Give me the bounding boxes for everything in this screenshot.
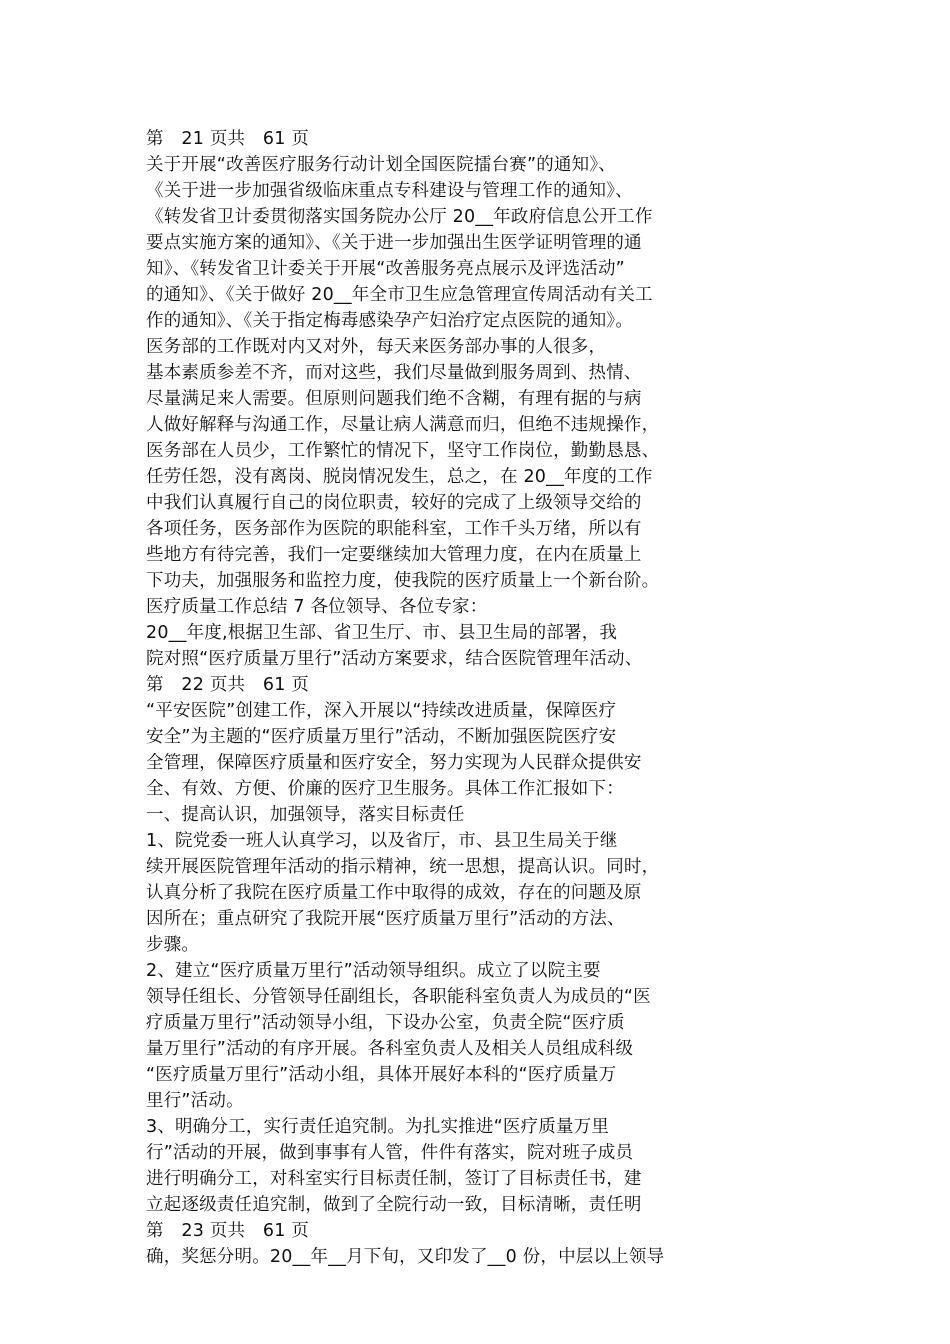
text-line: 1、院党委一班人认真学习，以及省厅，市、县卫生局关于继 [146,831,618,851]
section-heading: 一、提高认识，加强领导，落实目标责任 [146,805,465,825]
text-line: 要点实施方案的通知》、《关于进一步加强出生医学证明管理的通 [146,233,642,253]
text-line: 中我们认真履行自己的岗位职责，较好的完成了上级领导交给的 [146,493,642,513]
text-line: 20__年度,根据卫生部、省卫生厅、市、县卫生局的部署，我 [146,623,618,643]
page-number: 第 23 页共 61 页 [146,1221,310,1241]
text-line: 全管理，保障医疗质量和医疗安全，努力实现为人民群众提供安 [146,753,642,773]
text-line: 作的通知》、《关于指定梅毒感染孕产妇治疗定点医院的通知》。 [146,311,634,331]
section-heading: 医疗质量工作总结 7 各位领导、各位专家： [146,597,488,617]
text-line: 3、明确分工，实行责任追究制。为扎实推进“医疗质量万里 [146,1117,610,1137]
text-line: 的通知》、《关于做好 20__年全市卫生应急管理宣传周活动有关工 [146,285,653,305]
text-line: 医务部的工作既对内又对外，每天来医务部办事的人很多， [146,337,607,357]
text-line: 任劳任怨，没有离岗、脱岗情况发生，总之，在 20__年度的工作 [146,467,653,487]
text-line: 进行明确分工，对科室实行目标责任制，签订了目标责任书，建 [146,1169,642,1189]
text-line: 确，奖惩分明。20__年__月下旬，又印发了__0 份，中层以上领导 [146,1247,665,1267]
text-line: 《关于进一步加强省级临床重点专科建设与管理工作的通知》、 [146,181,633,201]
text-line: 全、有效、方便、价廉的医疗卫生服务。具体工作汇报如下： [146,779,624,799]
text-line: 步骤。 [146,935,200,955]
page-number: 第 21 页共 61 页 [146,129,310,149]
text-line: 行”活动的开展，做到事事有人管，件件有落实，院对班子成员 [146,1143,634,1163]
text-line: 领导任组长、分管领导任副组长，各职能科室负责人为成员的“医 [146,987,651,1007]
text-line: 基本素质参差不齐，而对这些，我们尽量做到服务周到、热情、 [146,363,642,383]
text-line: 量万里行”活动的有序开展。各科室负责人及相关人员组成科级 [146,1039,634,1059]
text-line: 关于开展“改善医疗服务行动计划全国医院擂台赛”的通知》、 [146,155,616,175]
text-line: 立起逐级责任追究制，做到了全院行动一致，目标清晰，责任明 [146,1195,642,1215]
text-line: 各项任务，医务部作为医院的职能科室，工作千头万绪，所以有 [146,519,642,539]
text-line: 医务部在人员少，工作繁忙的情况下，坚守工作岗位，勤勤恳恳、 [146,441,660,461]
text-line: 《转发省卫计委贯彻落实国务院办公厅 20__年政府信息公开工作 [146,207,653,227]
text-line: 续开展医院管理年活动的指示精神，统一思想，提高认识。同时， [146,857,660,877]
text-line: 人做好解释与沟通工作，尽量让病人满意而归，但绝不违规操作， [146,415,660,435]
text-line: 因所在；重点研究了我院开展“医疗质量万里行”活动的方法、 [146,909,625,929]
text-line: 知》、《转发省卫计委关于开展“改善服务亮点展示及评选活动” [146,259,625,279]
text-line: 下功夫，加强服务和监控力度，使我院的医疗质量上一个新台阶。 [146,571,660,591]
text-line: 2、建立“医疗质量万里行”活动领导组织。成立了以院主要 [146,961,601,981]
text-line: 里行”活动。 [146,1091,244,1111]
text-line: 尽量满足来人需要。但原则问题我们绝不含糊，有理有据的与病 [146,389,642,409]
text-line: “医疗质量万里行”活动小组，具体开展好本科的“医疗质量万 [146,1065,617,1085]
text-line: 疗质量万里行”活动领导小组，下设办公室，负责全院“医疗质 [146,1013,625,1033]
text-line: 院对照“医疗质量万里行”活动方案要求，结合医院管理年活动、 [146,649,643,669]
text-line: “平安医院”创建工作，深入开展以“持续改进质量，保障医疗 [146,701,617,721]
text-line: 些地方有待完善，我们一定要继续加大管理力度，在内在质量上 [146,545,642,565]
page-number: 第 22 页共 61 页 [146,675,310,695]
text-line: 安全”为主题的“医疗质量万里行”活动，不断加强医院医疗安 [146,727,617,747]
text-line: 认真分析了我院在医疗质量工作中取得的成效，存在的问题及原 [146,883,642,903]
